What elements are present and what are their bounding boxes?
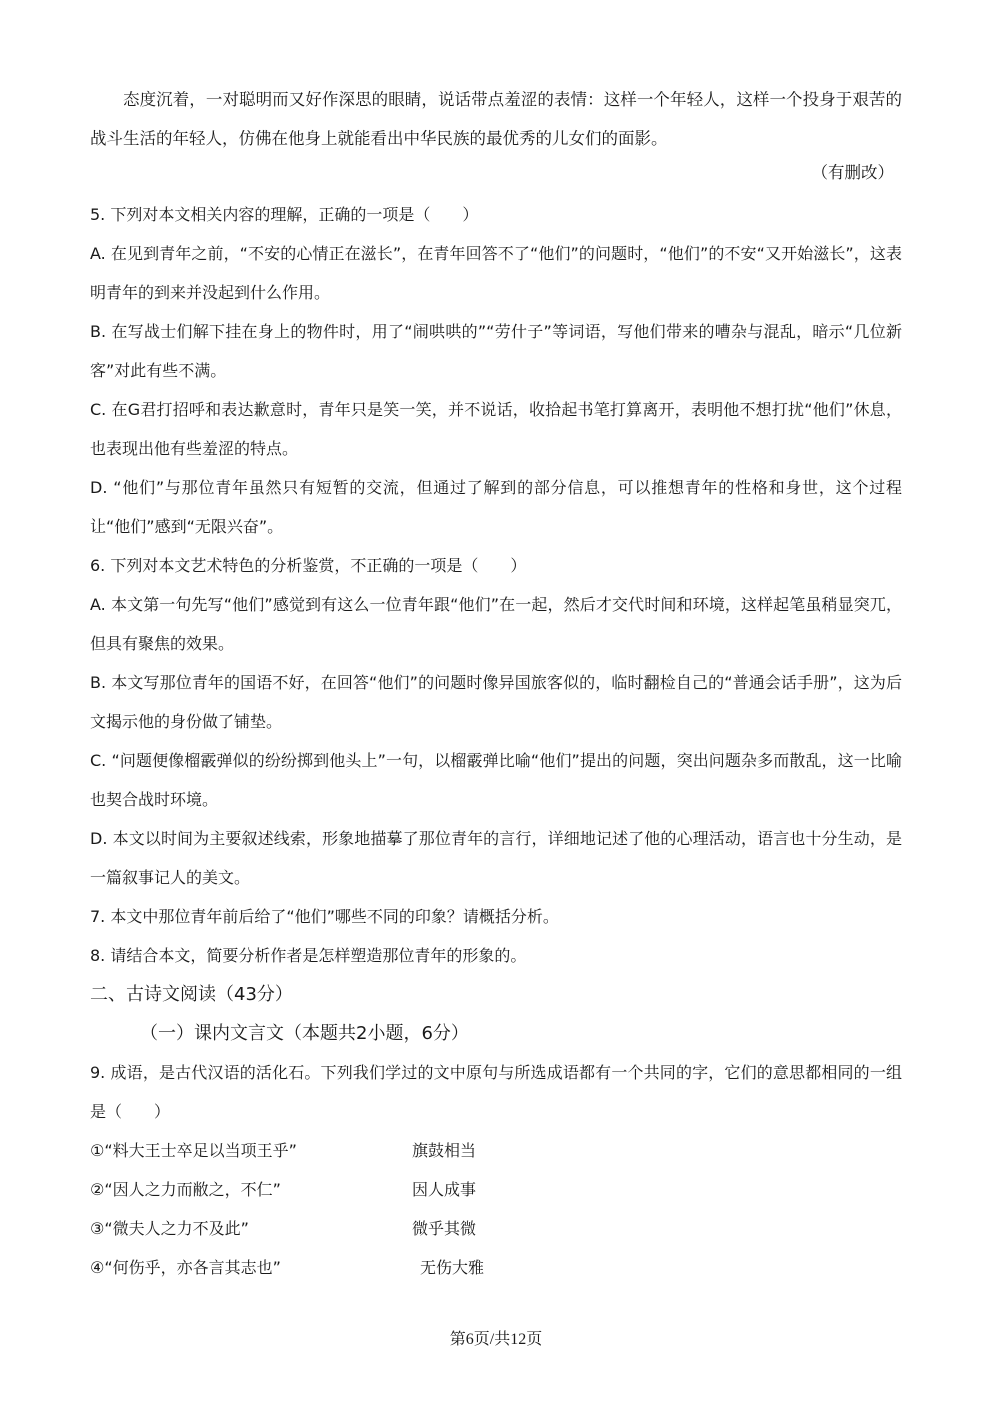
question-5-stem: 5. 下列对本文相关内容的理解，正确的一项是（ ）	[90, 205, 479, 224]
question-9-pair-1	[90, 1131, 902, 1170]
question-6	[90, 546, 902, 897]
passage-excerpt	[90, 80, 902, 158]
original-sentence: ④“何伤乎，亦各言其志也”	[90, 1258, 281, 1277]
original-sentence: ①“料大王士卒足以当项王乎”	[90, 1141, 297, 1160]
idiom: 因人成事	[412, 1180, 477, 1199]
question-9-stem: 9. 成语，是古代汉语的活化石。下列我们学过的文中原句与所选成语都有一个共同的字，它们的意思都相同的一组是（ ）	[90, 1063, 902, 1121]
question-9	[90, 1053, 902, 1287]
original-sentence: ③“微夫人之力不及此”	[90, 1219, 249, 1238]
question-7: 7. 本文中那位青年前后给了“他们”哪些不同的印象？请概括分析。	[90, 907, 559, 926]
question-9-pair-2	[90, 1170, 902, 1209]
idiom: 微乎其微	[412, 1219, 477, 1238]
question-9-pair-3	[90, 1209, 902, 1248]
question-5-option-a: A. 在见到青年之前，“不安的心情正在滋长”，在青年回答不了“他们”的问题时，“他们”的不安“又开始滋长”，这表明青年的到来并没起到什么作用。	[90, 244, 902, 302]
question-5-option-b: B. 在写战士们解下挂在身上的物件时，用了“闹哄哄的”“劳什子”等词语，写他们带来的嘈杂与混乱，暗示“几位新客”对此有些不满。	[90, 322, 902, 380]
section-2-subtitle: （一）课内文言文（本题共2小题，6分）	[140, 1023, 469, 1044]
question-8: 8. 请结合本文，简要分析作者是怎样塑造那位青年的形象的。	[90, 946, 527, 965]
idiom: 旗鼓相当	[412, 1141, 477, 1160]
original-sentence: ②“因人之力而敝之，不仁”	[90, 1180, 281, 1199]
question-5-option-c: C. 在G君打招呼和表达歉意时，青年只是笑一笑，并不说话，收拾起书笔打算离开，表明他不想打扰“他们”休息，也表现出他有些羞涩的特点。	[90, 400, 902, 458]
question-5	[90, 195, 902, 546]
section-2-title: 二、古诗文阅读（43分）	[90, 984, 293, 1005]
page-number: 第6页/共12页	[449, 1331, 543, 1348]
passage-paragraph: 态度沉着，一对聪明而又好作深思的眼睛，说话带点羞涩的表情：这样一个年轻人，这样一个投身于艰苦的战斗生活的年轻人，仿佛在他身上就能看出中华民族的最优秀的儿女们的面影。	[90, 90, 902, 148]
question-6-option-d: D. 本文以时间为主要叙述线索，形象地描摹了那位青年的言行，详细地记述了他的心理活动，语言也十分生动，是一篇叙事记人的美文。	[90, 829, 902, 887]
question-list	[90, 195, 902, 1287]
idiom: 无伤大雅	[420, 1258, 485, 1277]
question-5-option-d: D. “他们”与那位青年虽然只有短暂的交流，但通过了解到的部分信息，可以推想青年的性格和身世，这个过程让“他们”感到“无限兴奋”。	[90, 478, 902, 536]
question-6-option-c: C. “问题便像榴霰弹似的纷纷掷到他头上”一句，以榴霰弹比喻“他们”提出的问题，突出问题杂多而散乱，这一比喻也契合战时环境。	[90, 751, 902, 809]
question-6-stem: 6. 下列对本文艺术特色的分析鉴赏，不正确的一项是（ ）	[90, 556, 527, 575]
question-6-option-b: B. 本文写那位青年的国语不好，在回答“他们”的问题时像异国旅客似的，临时翻检自己的“普通会话手册”，这为后文揭示他的身份做了铺垫。	[90, 673, 902, 731]
question-9-pair-4	[90, 1248, 902, 1287]
edit-note: （有删改）	[811, 163, 894, 182]
question-6-option-a: A. 本文第一句先写“他们”感觉到有这么一位青年跟“他们”在一起，然后才交代时间和环境，这样起笔虽稍显突兀，但具有聚焦的效果。	[90, 595, 902, 653]
